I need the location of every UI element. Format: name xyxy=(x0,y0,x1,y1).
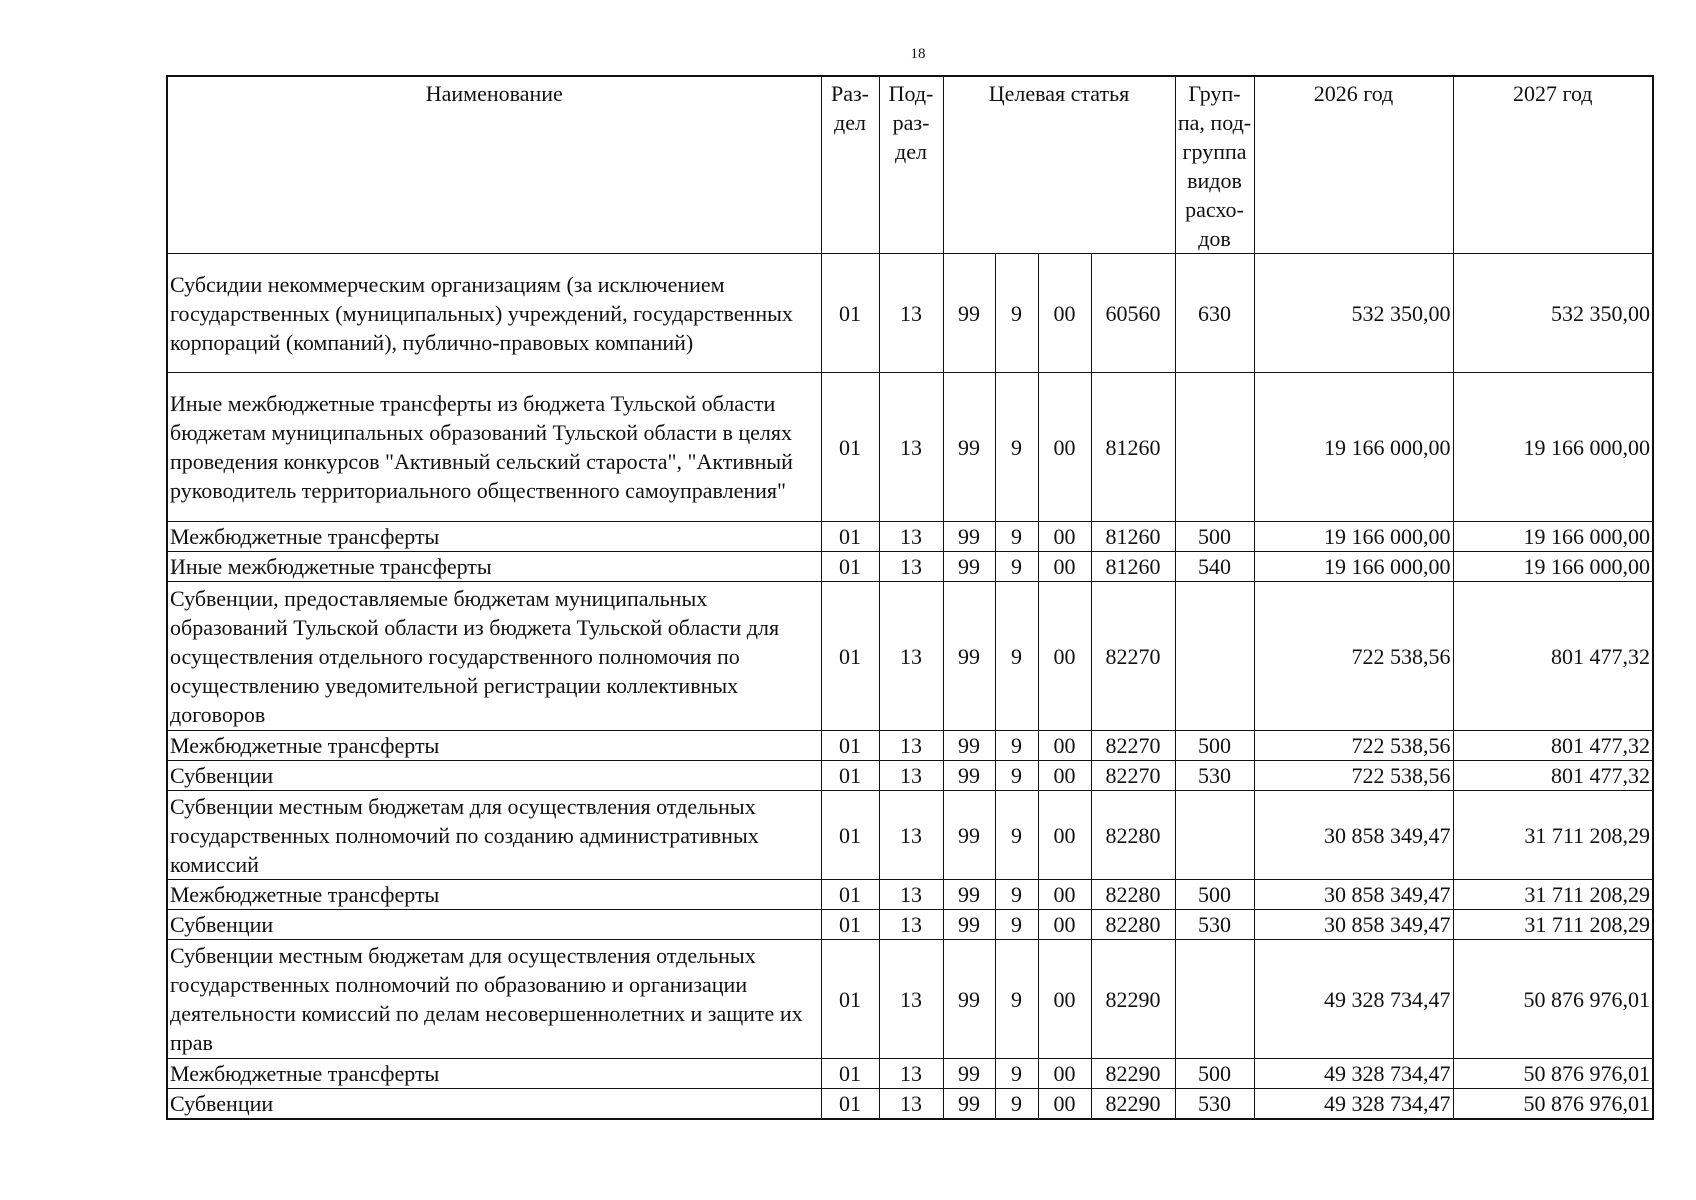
row-target-4: 82290 xyxy=(1091,1059,1175,1089)
row-2027: 19 166 000,00 xyxy=(1453,522,1653,552)
row-target-3: 00 xyxy=(1038,373,1091,522)
row-2026: 30 858 349,47 xyxy=(1254,880,1453,910)
row-2027: 801 477,32 xyxy=(1453,731,1653,761)
table-row xyxy=(167,880,1653,910)
row-2027: 50 876 976,01 xyxy=(1453,1089,1653,1120)
row-target-3: 00 xyxy=(1038,1089,1091,1120)
row-target-3: 00 xyxy=(1038,880,1091,910)
row-group: 540 xyxy=(1175,552,1254,582)
row-target-3: 00 xyxy=(1038,791,1091,880)
table-row xyxy=(167,761,1653,791)
row-name: Межбюджетные трансферты xyxy=(167,1059,821,1089)
row-target-3: 00 xyxy=(1038,1059,1091,1089)
row-razdel: 01 xyxy=(821,373,879,522)
row-target-2: 9 xyxy=(995,1089,1038,1120)
row-2027: 31 711 208,29 xyxy=(1453,791,1653,880)
row-target-4: 82270 xyxy=(1091,731,1175,761)
table-row xyxy=(167,254,1653,373)
row-group: 630 xyxy=(1175,254,1254,373)
row-name: Межбюджетные трансферты xyxy=(167,880,821,910)
row-name: Иные межбюджетные трансферты xyxy=(167,552,821,582)
row-2027: 801 477,32 xyxy=(1453,582,1653,731)
row-podrazdel: 13 xyxy=(879,1089,943,1120)
row-target-4: 81260 xyxy=(1091,522,1175,552)
row-target-2: 9 xyxy=(995,1059,1038,1089)
row-podrazdel: 13 xyxy=(879,880,943,910)
row-razdel: 01 xyxy=(821,522,879,552)
row-target-4: 81260 xyxy=(1091,552,1175,582)
row-target-4: 81260 xyxy=(1091,373,1175,522)
row-podrazdel: 13 xyxy=(879,552,943,582)
row-razdel: 01 xyxy=(821,940,879,1059)
row-2026: 19 166 000,00 xyxy=(1254,373,1453,522)
row-name: Субвенции xyxy=(167,910,821,940)
table-row xyxy=(167,1089,1653,1120)
table-row xyxy=(167,582,1653,731)
row-2027: 31 711 208,29 xyxy=(1453,880,1653,910)
row-target-4: 82270 xyxy=(1091,761,1175,791)
row-target-1: 99 xyxy=(943,761,995,791)
row-target-1: 99 xyxy=(943,254,995,373)
table-row xyxy=(167,791,1653,880)
table-row xyxy=(167,940,1653,1059)
header-2026: 2026 год xyxy=(1254,76,1453,254)
row-name: Субвенции xyxy=(167,1089,821,1120)
header-2027: 2027 год xyxy=(1453,76,1653,254)
row-razdel: 01 xyxy=(821,254,879,373)
row-razdel: 01 xyxy=(821,910,879,940)
table-row xyxy=(167,910,1653,940)
row-target-1: 99 xyxy=(943,582,995,731)
row-group: 500 xyxy=(1175,731,1254,761)
row-target-2: 9 xyxy=(995,880,1038,910)
row-2027: 50 876 976,01 xyxy=(1453,1059,1653,1089)
row-target-4: 82290 xyxy=(1091,940,1175,1059)
row-2026: 19 166 000,00 xyxy=(1254,522,1453,552)
row-2026: 722 538,56 xyxy=(1254,582,1453,731)
row-target-2: 9 xyxy=(995,940,1038,1059)
row-target-1: 99 xyxy=(943,791,995,880)
row-group xyxy=(1175,373,1254,522)
table-row xyxy=(167,552,1653,582)
row-podrazdel: 13 xyxy=(879,731,943,761)
row-target-3: 00 xyxy=(1038,910,1091,940)
page-number: 18 xyxy=(910,46,926,62)
table-row xyxy=(167,731,1653,761)
row-target-1: 99 xyxy=(943,731,995,761)
row-2027: 19 166 000,00 xyxy=(1453,373,1653,522)
row-target-1: 99 xyxy=(943,1089,995,1120)
row-podrazdel: 13 xyxy=(879,1059,943,1089)
row-group: 530 xyxy=(1175,761,1254,791)
row-podrazdel: 13 xyxy=(879,582,943,731)
row-target-2: 9 xyxy=(995,791,1038,880)
table-body xyxy=(167,254,1653,1120)
row-target-4: 60560 xyxy=(1091,254,1175,373)
row-2026: 49 328 734,47 xyxy=(1254,940,1453,1059)
row-2026: 532 350,00 xyxy=(1254,254,1453,373)
row-target-3: 00 xyxy=(1038,254,1091,373)
row-name: Субвенции, предоставляемые бюджетам муниципальных образований Тульской области из бюджета Тульской области для осуществления отдельного государственного полномочия по осуществлению уведомительной регистрации коллективных договоров xyxy=(167,582,821,731)
row-razdel: 01 xyxy=(821,880,879,910)
row-2026: 19 166 000,00 xyxy=(1254,552,1453,582)
row-target-4: 82270 xyxy=(1091,582,1175,731)
row-target-1: 99 xyxy=(943,1059,995,1089)
row-2026: 49 328 734,47 xyxy=(1254,1059,1453,1089)
row-target-2: 9 xyxy=(995,254,1038,373)
row-group xyxy=(1175,582,1254,731)
table-row xyxy=(167,522,1653,552)
row-2026: 30 858 349,47 xyxy=(1254,791,1453,880)
row-2026: 49 328 734,47 xyxy=(1254,1089,1453,1120)
row-target-1: 99 xyxy=(943,522,995,552)
header-razdel: Раз- дел xyxy=(821,76,879,254)
row-podrazdel: 13 xyxy=(879,761,943,791)
row-razdel: 01 xyxy=(821,1059,879,1089)
header-name: Наименование xyxy=(167,76,821,254)
row-target-1: 99 xyxy=(943,373,995,522)
row-target-3: 00 xyxy=(1038,522,1091,552)
row-name: Субвенции xyxy=(167,761,821,791)
row-target-1: 99 xyxy=(943,880,995,910)
row-name: Межбюджетные трансферты xyxy=(167,522,821,552)
header-group: Груп- па, под- группа видов расхо- дов xyxy=(1175,76,1254,254)
row-podrazdel: 13 xyxy=(879,940,943,1059)
row-target-3: 00 xyxy=(1038,552,1091,582)
row-2027: 532 350,00 xyxy=(1453,254,1653,373)
row-target-1: 99 xyxy=(943,552,995,582)
row-podrazdel: 13 xyxy=(879,254,943,373)
row-razdel: 01 xyxy=(821,761,879,791)
row-name: Межбюджетные трансферты xyxy=(167,731,821,761)
row-target-2: 9 xyxy=(995,731,1038,761)
row-2027: 50 876 976,01 xyxy=(1453,940,1653,1059)
row-razdel: 01 xyxy=(821,791,879,880)
row-2026: 722 538,56 xyxy=(1254,731,1453,761)
row-target-2: 9 xyxy=(995,910,1038,940)
row-group xyxy=(1175,791,1254,880)
row-target-3: 00 xyxy=(1038,940,1091,1059)
row-razdel: 01 xyxy=(821,582,879,731)
row-group: 530 xyxy=(1175,1089,1254,1120)
row-target-2: 9 xyxy=(995,373,1038,522)
row-razdel: 01 xyxy=(821,552,879,582)
row-group: 500 xyxy=(1175,1059,1254,1089)
row-name: Субвенции местным бюджетам для осуществления отдельных государственных полномочий по созданию административных комиссий xyxy=(167,791,821,880)
header-podrazdel: Под- раз- дел xyxy=(879,76,943,254)
row-group: 530 xyxy=(1175,910,1254,940)
table-row xyxy=(167,1059,1653,1089)
row-target-4: 82280 xyxy=(1091,791,1175,880)
table-row xyxy=(167,373,1653,522)
row-2027: 31 711 208,29 xyxy=(1453,910,1653,940)
row-group: 500 xyxy=(1175,522,1254,552)
row-target-2: 9 xyxy=(995,582,1038,731)
row-2026: 722 538,56 xyxy=(1254,761,1453,791)
row-target-4: 82280 xyxy=(1091,910,1175,940)
row-target-3: 00 xyxy=(1038,582,1091,731)
row-target-4: 82280 xyxy=(1091,880,1175,910)
row-target-2: 9 xyxy=(995,522,1038,552)
row-group: 500 xyxy=(1175,880,1254,910)
row-target-3: 00 xyxy=(1038,731,1091,761)
row-podrazdel: 13 xyxy=(879,373,943,522)
row-podrazdel: 13 xyxy=(879,522,943,552)
row-2027: 801 477,32 xyxy=(1453,761,1653,791)
row-target-2: 9 xyxy=(995,761,1038,791)
row-2026: 30 858 349,47 xyxy=(1254,910,1453,940)
row-target-2: 9 xyxy=(995,552,1038,582)
table-header-row xyxy=(167,76,1653,254)
budget-table xyxy=(166,75,1654,1120)
row-target-4: 82290 xyxy=(1091,1089,1175,1120)
row-target-1: 99 xyxy=(943,940,995,1059)
row-razdel: 01 xyxy=(821,731,879,761)
row-name: Иные межбюджетные трансферты из бюджета Тульской области бюджетам муниципальных образований Тульской области в целях проведения конкурсов "Активный сельский староста", "Активный руководитель территориального общественного самоуправления" xyxy=(167,373,821,522)
row-group xyxy=(1175,940,1254,1059)
row-razdel: 01 xyxy=(821,1089,879,1120)
row-name: Субвенции местным бюджетам для осуществления отдельных государственных полномочий по образованию и организации деятельности комиссий по делам несовершеннолетних и защите их прав xyxy=(167,940,821,1059)
header-target: Целевая статья xyxy=(943,76,1175,254)
row-podrazdel: 13 xyxy=(879,910,943,940)
row-name: Субсидии некоммерческим организациям (за исключением государственных (муниципальных) учреждений, государственных корпораций (компаний), публично-правовых компаний) xyxy=(167,254,821,373)
row-2027: 19 166 000,00 xyxy=(1453,552,1653,582)
row-podrazdel: 13 xyxy=(879,791,943,880)
row-target-1: 99 xyxy=(943,910,995,940)
row-target-3: 00 xyxy=(1038,761,1091,791)
